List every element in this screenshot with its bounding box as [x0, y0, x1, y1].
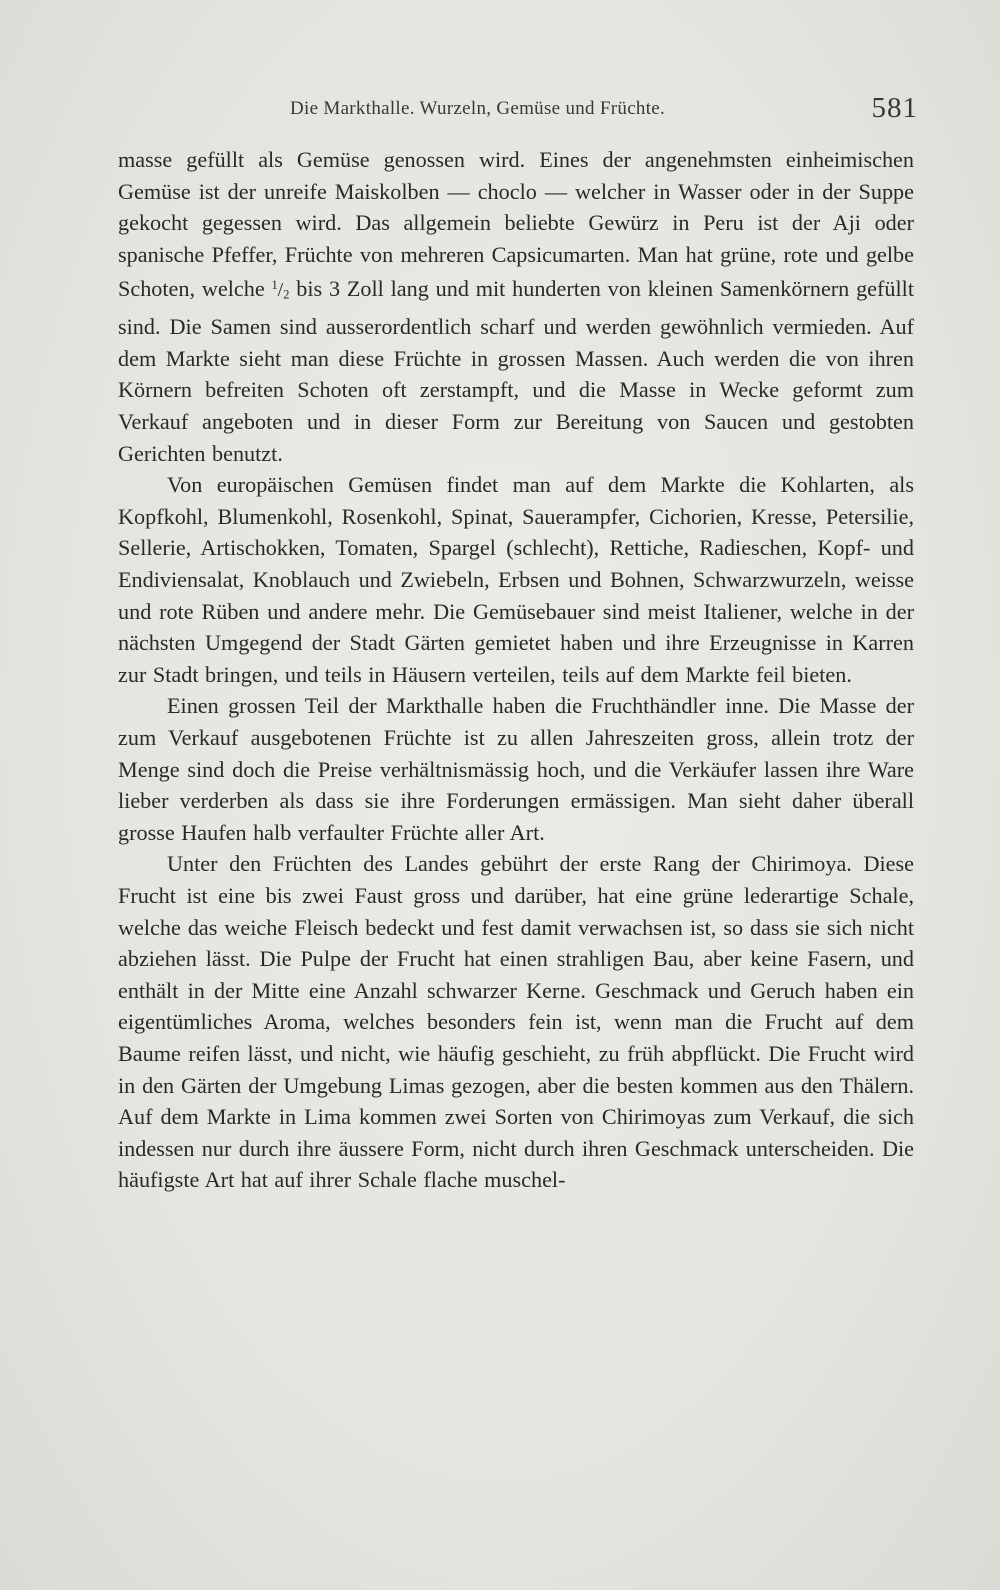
- paragraph-4: Unter den Früchten des Landes gebührt der erste Rang der Chirimoya. Diese Frucht ist eine bis zwei Faust gross und darüber, hat eine grüne lederartige Schale, welche das weiche Fleisch bedeckt und fest damit verwachsen ist, so dass sie sich nicht abziehen lässt. Die Pulpe der Frucht hat einen strahligen Bau, aber keine Fasern, und enthält in der Mitte eine Anzahl schwarzer Kerne. Geschmack und Geruch haben ein eigentümliches Aroma, welches besonders fein ist, wenn man die Frucht auf dem Baume reifen lässt, und nicht, wie häufig geschieht, zu früh abpflückt. Die Frucht wird in den Gärten der Umgebung Limas gezogen, aber die besten kommen aus den Thälern. Auf dem Markte in Lima kommen zwei Sorten von Chirimoyas zum Verkauf, die sich indessen nur durch ihre äussere Form, nicht durch ihren Geschmack unterscheiden. Die häufigste Art hat auf ihrer Schale flache muschel-: [118, 851, 914, 1193]
- paragraph-1-text-after: bis 3 Zoll lang und mit hunderten von kleinen Samenkörnern gefüllt sind. Die Samen sind ausserordentlich scharf und werden gewöhnlich vermieden. Auf dem Markte sieht man diese Früchte in grossen Massen. Auch werden die von ihren Körnern befreiten Schoten oft zerstampft, und die Masse in Wecke geformt zum Verkauf angeboten und in dieser Form zur Bereitung von Saucen und gestobten Gerichten benutzt.: [118, 276, 914, 466]
- page-number: 581: [871, 92, 918, 124]
- paragraph-2: Von europäischen Gemüsen findet man auf dem Markte die Kohlarten, als Kopfkohl, Blumenkohl, Rosenkohl, Spinat, Sauerampfer, Cichorien, Kresse, Petersilie, Sellerie, Artischokken, Tomaten, Spargel (schlecht), Rettiche, Radieschen, Kopf- und Endiviensalat, Knoblauch und Zwiebeln, Erbsen und Bohnen, Schwarzwurzeln, weisse und rote Rüben und andere mehr. Die Gemüsebauer sind meist Italiener, welche in der nächsten Umgegend der Stadt Gärten gemietet haben und ihre Erzeugnisse in Karren zur Stadt bringen, und teils in Häusern verteilen, teils auf dem Markte feil bieten.: [118, 472, 914, 687]
- paragraph-1: [118, 144, 914, 469]
- body-text: [118, 144, 914, 1196]
- fraction-slash: /: [277, 279, 284, 302]
- running-head: [118, 92, 918, 126]
- fraction-denominator: 2: [283, 287, 290, 302]
- fraction-numerator: 1: [271, 278, 278, 293]
- paragraph-1-text-before: masse gefüllt als Gemüse genossen wird. Eines der angenehmsten einheimischen Gemüse ist der unreife Maiskolben — choclo — welcher in Wasser oder in der Suppe gekocht gegessen wird. Das allgemein beliebte Gewürz in Peru ist der Aji oder spanische Pfeffer, Früchte von mehreren Capsicumarten. Man hat grüne, rote und gelbe Schoten, welche: [118, 147, 914, 302]
- paragraph-3: Einen grossen Teil der Markthalle haben die Fruchthändler inne. Die Masse der zum Verkauf ausgebotenen Früchte ist zu allen Jahreszeiten gross, allein trotz der Menge sind doch die Preise verhältnismässig hoch, und die Verkäufer lassen ihre Ware lieber verderben als dass sie ihre Forderungen ermässigen. Man sieht daher überall grosse Haufen halb verfaulter Früchte aller Art.: [118, 693, 914, 845]
- fraction-one-half: [271, 279, 289, 301]
- running-title: Die Markthalle. Wurzeln, Gemüse und Früchte.: [290, 98, 666, 119]
